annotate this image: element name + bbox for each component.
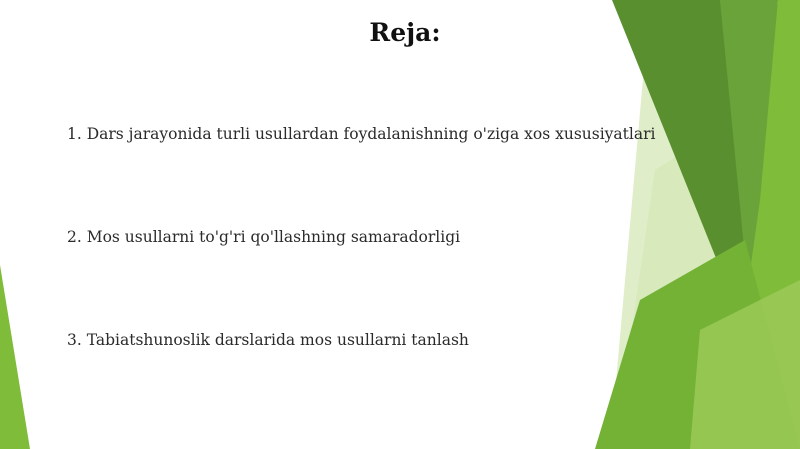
plan-item-2: 2. Mos usullarni to'g'ri qo'llashning samaradorligi [67, 228, 461, 246]
plan-item-1: 1. Dars jarayonida turli usullardan foydalanishning o'ziga xos xususiyatlari [67, 125, 656, 143]
slide-title: Reja: [369, 18, 441, 47]
decor-left-sliver [0, 265, 30, 449]
plan-item-3: 3. Tabiatshunoslik darslarida mos usullarni tanlash [67, 331, 469, 349]
